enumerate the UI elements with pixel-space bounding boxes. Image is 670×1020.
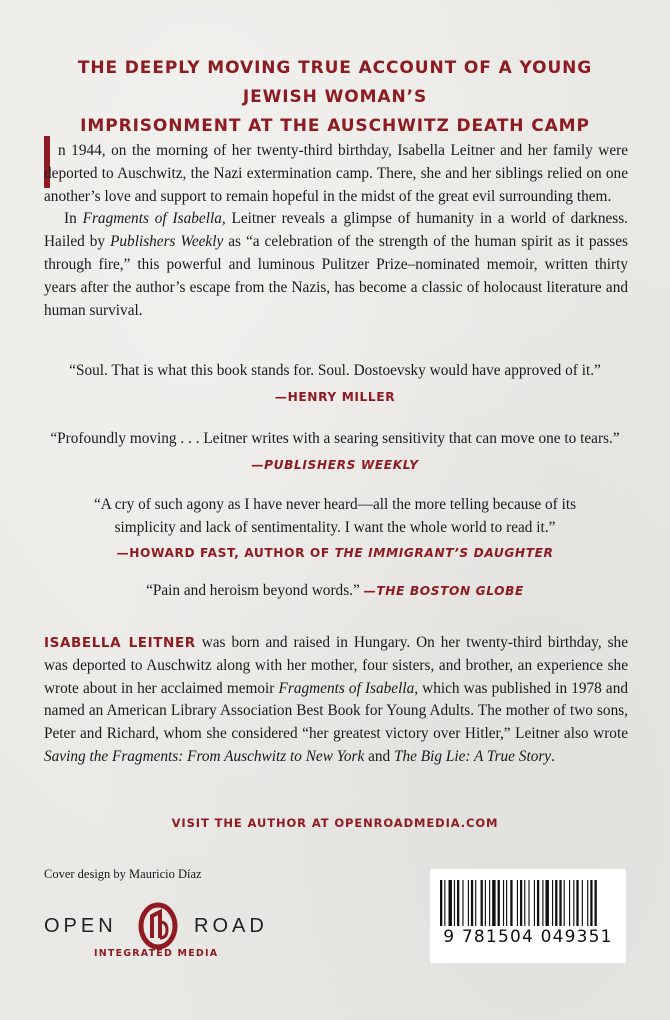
logo-word-open: OPEN bbox=[44, 915, 117, 937]
quote-attribution: —THE BOSTON GLOBE bbox=[363, 584, 524, 598]
attribution-text: —PUBLISHERS WEEKLY bbox=[251, 457, 419, 472]
barcode-bar bbox=[449, 880, 452, 926]
visit-author-link[interactable]: VISIT THE AUTHOR AT OPENROADMEDIA.COM bbox=[171, 816, 499, 830]
bio-text: was born and raised in Hungary. On her twenty-third birthday, she was deported to Auschwitz along with her mother, four sisters, and brother, an experience she wrote about in her acclaimed memoir bbox=[44, 634, 628, 697]
attribution-title: THE IMMIGRANT’S DAUGHTER bbox=[334, 546, 554, 561]
barcode-bar bbox=[552, 880, 553, 926]
barcode-bar bbox=[595, 880, 597, 926]
barcode-bar bbox=[528, 880, 529, 926]
barcode-bar bbox=[537, 880, 539, 926]
quote-text: “Soul. That is what this book stands for. Soul. Dostoevsky would have approved of it.” bbox=[69, 362, 601, 379]
book-title: The Big Lie: A True Story bbox=[394, 747, 552, 765]
barcode-bar bbox=[569, 880, 570, 926]
isbn-number: 9 781504 049351 bbox=[443, 927, 613, 947]
barcode-bar bbox=[444, 880, 445, 926]
synopsis-text: In bbox=[64, 210, 83, 228]
review-quote-4 bbox=[30, 580, 640, 603]
barcode-bar bbox=[555, 880, 557, 926]
review-quote-1 bbox=[30, 360, 640, 408]
author-bio bbox=[44, 632, 628, 769]
barcode-bar bbox=[457, 880, 459, 926]
barcode-bar bbox=[559, 880, 561, 926]
barcode-bar bbox=[492, 880, 495, 926]
barcode-icon bbox=[440, 880, 616, 926]
barcode-bar bbox=[576, 880, 578, 926]
barcode-bar bbox=[440, 880, 442, 926]
review-quote-2 bbox=[30, 428, 640, 476]
logo-word-road: ROAD bbox=[194, 915, 268, 937]
barcode-bar bbox=[503, 880, 504, 926]
barcode-bar bbox=[573, 880, 574, 926]
headline bbox=[40, 54, 630, 141]
barcode-bar bbox=[545, 880, 548, 926]
bio-text: which was published in 1978 and named an American Library Association Best Book for Young Adults. The mother of two sons, Peter and Richard, whom she considered “her greatest victory over Hitler,” Leitner also wrote bbox=[44, 679, 629, 743]
publisher-logo bbox=[44, 900, 266, 968]
quote-text-line-1: “A cry of such agony as I have never heard—all the more telling because of its bbox=[93, 496, 577, 513]
quote-attribution bbox=[30, 454, 640, 477]
barcode-bar bbox=[587, 880, 588, 926]
bio-text: . bbox=[551, 747, 555, 765]
quote-text: “Pain and heroism beyond words.” bbox=[146, 582, 364, 599]
barcode-bar bbox=[489, 880, 490, 926]
barcode-bar bbox=[582, 880, 583, 926]
author-name: ISABELLA LEITNER bbox=[44, 635, 196, 651]
barcode-bar bbox=[534, 880, 535, 926]
barcode-bar bbox=[590, 880, 592, 926]
barcode-bar bbox=[542, 880, 543, 926]
barcode-bar bbox=[468, 880, 469, 926]
synopsis-paragraph-1: n 1944, on the morning of her twenty-third birthday, Isabella Leitner and her family were deported to Auschwitz, the Nazi extermination camp. There, she and her siblings relied on one another’s love and support to remain hopeful in the midst of the great evil surrounding them. bbox=[44, 142, 628, 205]
barcode-bar bbox=[510, 880, 512, 926]
barcode-bar bbox=[564, 880, 565, 926]
attribution-text: —HOWARD FAST, AUTHOR OF bbox=[116, 546, 335, 561]
barcode-bar bbox=[471, 880, 473, 926]
synopsis bbox=[44, 140, 628, 322]
synopsis-text: Leitner reveals a glimpse of humanity in a world of darkness. Hailed by bbox=[44, 210, 628, 251]
quote-text-line-2: simplicity and lack of sentimentality. I want the whole world to read it.” bbox=[114, 518, 556, 536]
review-quote-3 bbox=[30, 494, 640, 565]
cover-design-credit: Cover design by Mauricio Díaz bbox=[44, 867, 202, 881]
publication-name: Publishers Weekly bbox=[110, 233, 224, 251]
barcode-bar bbox=[498, 880, 500, 926]
barcode-bar bbox=[475, 880, 476, 926]
book-title: Saving the Fragments: From Auschwitz to New York bbox=[44, 747, 365, 765]
barcode-bar bbox=[506, 880, 507, 926]
bio-text: and bbox=[364, 747, 394, 765]
headline-line-2: IMPRISONMENT AT THE AUSCHWITZ DEATH CAMP bbox=[80, 116, 590, 136]
quote-attribution: —HENRY MILLER bbox=[274, 389, 396, 404]
barcode-bar bbox=[517, 880, 518, 926]
barcode-bar bbox=[520, 880, 522, 926]
book-title: Fragments of Isabella, bbox=[82, 210, 226, 228]
synopsis-paragraph-2 bbox=[44, 208, 628, 322]
book-title: Fragments of Isabella, bbox=[278, 679, 419, 697]
isbn-barcode bbox=[430, 869, 626, 963]
quote-text: “Profoundly moving . . . Leitner writes with a searing sensitivity that can move one to tears.” bbox=[50, 430, 620, 447]
quote-attribution bbox=[30, 542, 640, 565]
barcode-bar bbox=[462, 880, 463, 926]
open-road-emblem-icon bbox=[136, 900, 180, 952]
logo-subtitle: INTEGRATED MEDIA bbox=[94, 948, 219, 959]
barcode-bar bbox=[454, 880, 455, 926]
barcode-bar bbox=[524, 880, 525, 926]
headline-line-1: THE DEEPLY MOVING TRUE ACCOUNT OF A YOUNG JEWISH WOMAN’S bbox=[77, 58, 593, 107]
barcode-bar bbox=[485, 880, 486, 926]
synopsis-text: as “a celebration of the strength of the human spirit as it passes through fire,” this powerful and luminous Pulitzer Prize–nominated memoir, written thirty years after the author’s escape from the Nazis, has become a classic of holocaust literature and human survival. bbox=[44, 233, 628, 319]
barcode-bar bbox=[481, 880, 483, 926]
